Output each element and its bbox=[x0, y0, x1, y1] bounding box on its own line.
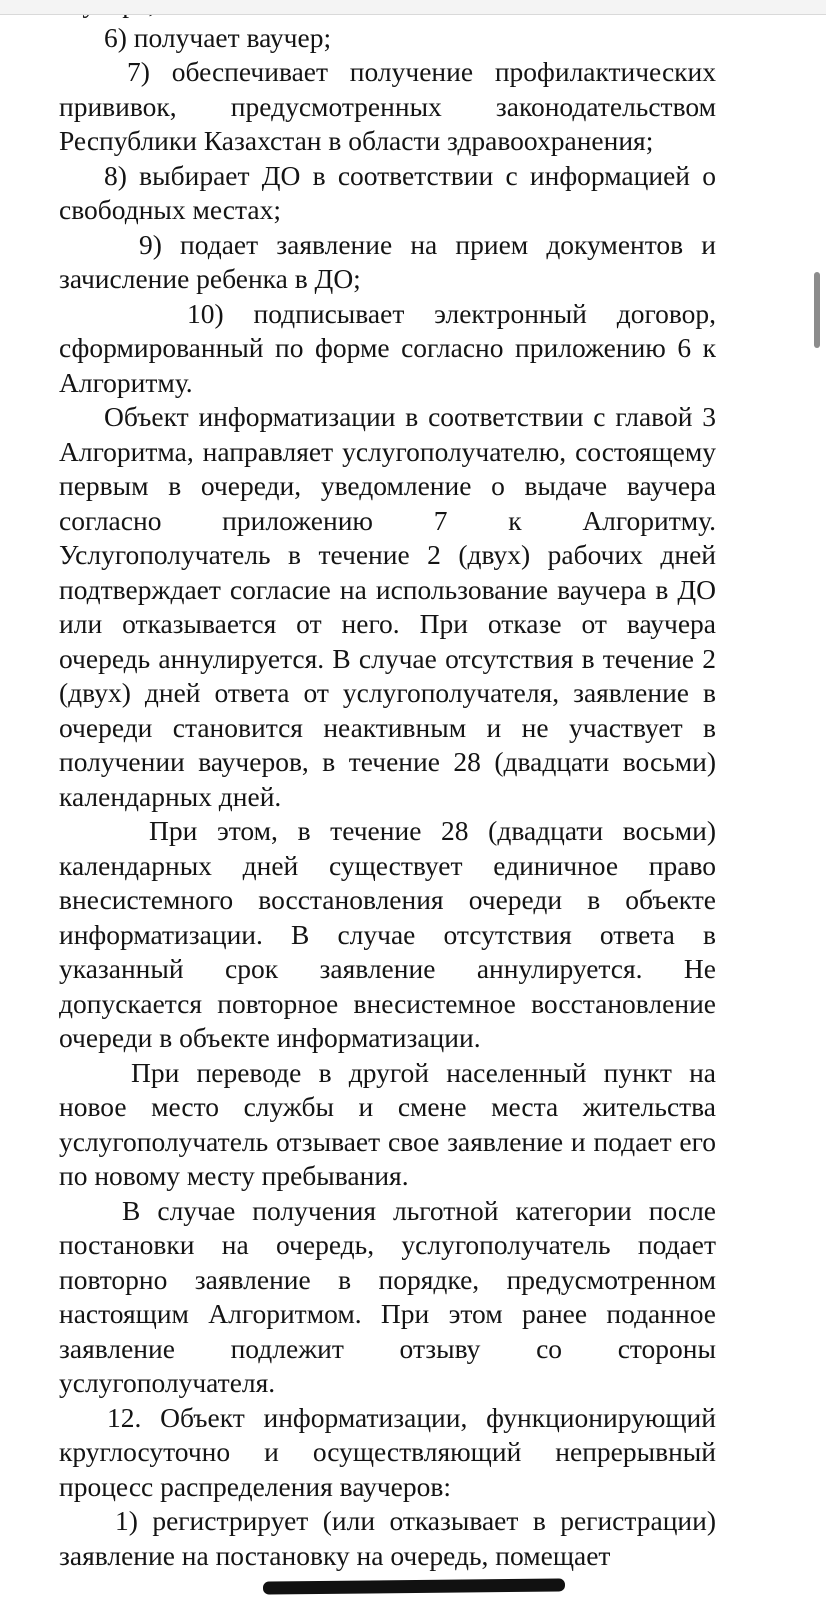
vertical-scrollbar[interactable] bbox=[814, 272, 820, 348]
section-12-heading: 12. Объект информатизации, функционирующий круглосуточно и осуществляющий непрерывный процесс распределения ваучеров: bbox=[59, 1401, 716, 1502]
list-item-9: 9) подает заявление на прием документов и зачисление ребенка в ДО; bbox=[59, 228, 716, 294]
paragraph-transfer: При переводе в другой населенный пункт на новое место службы и смене места жительства услугополучатель отзывает свое заявление и подает его по новому месту пребывания. bbox=[59, 1056, 716, 1191]
document-body bbox=[59, 0, 716, 1573]
list-item-10: 10) подписывает электронный договор, сформированный по форме согласно приложению 6 к Алгоритму. bbox=[59, 297, 716, 398]
section-12-item-1: 1) регистрирует (или отказывает в регистрации) заявление на постановку на очередь, помещает bbox=[59, 1505, 716, 1571]
paragraph-benefit-category: В случае получения льготной категории после постановки на очередь, услугополучатель подает повторно заявление в порядке, предусмотренном настоящим Алгоритмом. При этом ранее поданное заявление подлежит отзыву со стороны услугополучателя. bbox=[59, 1194, 716, 1398]
top-toolbar-strip bbox=[0, 0, 826, 15]
paragraph-notification: Объект информатизации в соответствии с главой 3 Алгоритма, направляет услугополучателю, состоящему первым в очереди, уведомление о выдаче ваучера согласно приложению 7 к Алгоритму. Услугополучатель в течение 2 (двух) рабочих дней подтверждает согласие на использование ваучера в ДО или отказывается от него. При отказе от ваучера очередь аннулируется. В случае отсутствия в течение 2 (двух) дней ответа от услугополучателя, заявление в очереди становится неактивным и не участвует в получении ваучеров, в течение 28 (двадцати восьми) календарных дней. bbox=[59, 401, 716, 812]
handwritten-redaction-mark bbox=[263, 1578, 565, 1594]
list-item-8: 8) выбирает ДО в соответствии с информацией о свободных местах; bbox=[59, 159, 716, 225]
list-item-6: 6) получает ваучер; bbox=[104, 21, 332, 53]
paragraph-restoration: При этом, в течение 28 (двадцати восьми) календарных дней существует единичное право внесистемного восстановления очереди в объекте информатизации. В случае отсутствия ответа в указанный срок заявление аннулируется. Не допускается повторное внесистемное восстановление очереди в объекте информатизации. bbox=[59, 815, 716, 1053]
list-item-7: 7) обеспечивает получение профилактических прививок, предусмотренных законодательством Республики Казахстан в области здравоохранения; bbox=[59, 56, 716, 156]
